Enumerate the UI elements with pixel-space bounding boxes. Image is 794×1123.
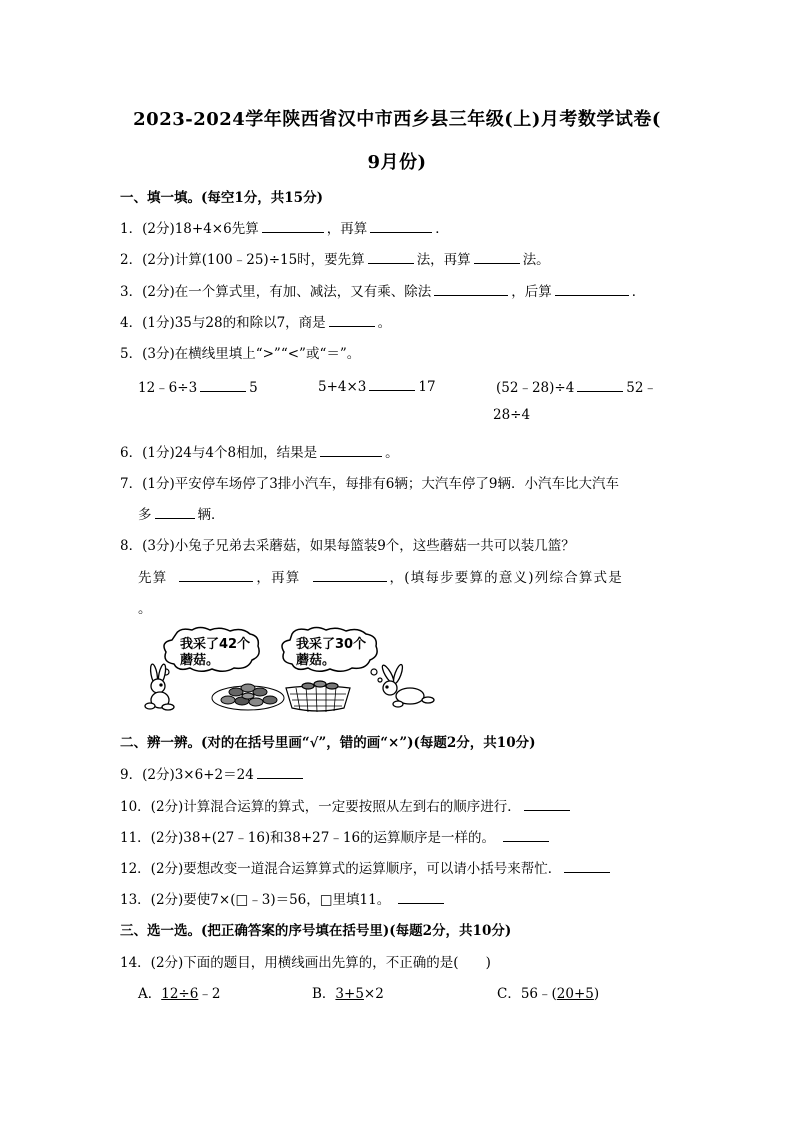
q6-text-a: 6．(1分)24与4个8相加，结果是 [120,445,318,461]
q2-text-c: 法。 [522,252,550,268]
q10-answer-blank[interactable] [524,796,570,811]
q5-e2a: 5+4×3 [318,379,367,395]
q1-blank-2[interactable] [370,218,432,233]
q3-blank-1[interactable] [434,281,508,296]
question-12 [120,857,613,877]
q8-blank-1[interactable] [179,567,253,582]
q2-blank-1[interactable] [368,249,414,264]
q8-text-b: 先算 [138,570,168,586]
q7-text-b: 多 [138,507,152,523]
question-7: 7．(1分)平安停车场停了3排小汽车，每排有6辆；大汽车停了9辆．小汽车比大汽车 [120,476,619,492]
q1-text-c: ． [435,221,449,237]
question-9 [120,763,306,783]
question-5: 5．(3分)在横线里填上“>”“<”或“＝”。 [120,346,361,362]
q13-answer-blank[interactable] [398,889,444,904]
q2-text-b: 法，再算 [416,252,471,268]
q14-b-label: B． [312,986,336,1002]
question-2 [120,248,550,268]
q3-text-b: ，后算 [511,284,552,300]
q5-e2b: 17 [418,379,436,395]
q14-option-c[interactable] [497,982,599,1002]
q5-expr-1 [138,376,258,396]
section1-heading: 一、填一填。(每空1分，共15分) [120,190,323,206]
rabbit-mushroom-illustration [136,626,436,712]
bubble2-line2: 蘑菇。 [296,653,336,668]
q4-text-a: 4．(1分)35与28的和除以7，商是 [120,315,326,331]
question-8-cont [138,566,623,586]
q11-text: 11．(2分)38+(27﹣16)和38+27﹣16的运算顺序是一样的。 [120,830,496,846]
q3-blank-2[interactable] [555,281,629,296]
q5-blank-1[interactable] [200,377,246,392]
q5-e1a: 12﹣6÷3 [138,380,198,396]
question-6 [120,441,399,461]
question-7-cont [138,503,225,523]
bubble2-line1: 我采了30个 [296,637,367,652]
q7-blank-1[interactable] [155,504,195,519]
mushroom-pile-icon [212,684,284,710]
q14-a-label: A． [138,986,162,1002]
q14-b-rest: ×2 [363,986,384,1002]
question-14: 14．(2分)下面的题目，用横线画出先算的，不正确的是( ) [120,955,491,971]
q14-a-underlined: 12÷6 [161,986,199,1002]
q14-option-a[interactable] [138,982,220,1002]
q7-text-c: 辆． [197,507,225,523]
q3-text-a: 3．(2分)在一个算式里，有加、减法，又有乘、除法 [120,284,432,300]
basket-icon [286,681,350,712]
q3-text-c: ． [631,284,646,300]
q5-e3a: (52﹣28)÷4 [496,380,575,396]
q14-c-pre: 56﹣( [520,986,557,1002]
q2-blank-2[interactable] [474,249,520,264]
q5-expr-3 [496,376,657,396]
section3-heading: 三、选一选。(把正确答案的序号填在括号里)(每题2分，共10分) [120,923,512,939]
rabbit-left-icon [145,664,174,710]
q11-answer-blank[interactable] [503,827,549,842]
q12-answer-blank[interactable] [564,858,610,873]
q5-expr-2 [318,376,436,395]
q14-c-underlined: 20+5 [556,986,594,1002]
question-11 [120,826,552,846]
q10-text: 10．(2分)计算混合运算的算式，一定要按照从左到右的顺序进行． [120,799,521,815]
q5-blank-3[interactable] [577,377,623,392]
question-13 [120,888,447,908]
thought-bubble-1 [158,628,259,683]
q6-text-b: 。 [385,445,399,461]
q5-e1b: 5 [249,380,258,396]
q1-blank-1[interactable] [262,218,324,233]
q9-answer-blank[interactable] [257,764,303,779]
q8-text-d: ，(填每步要算的意义)列综合算式是 [389,570,623,586]
question-8-end: 。 [138,601,152,617]
exam-title-line1: 2023-2024学年陕西省汉中市西乡县三年级(上)月考数学试卷( [133,109,661,130]
q8-text-c: ，再算 [256,570,301,586]
bubble1-line1: 我采了42个 [180,637,251,652]
q9-text: 9．(2分)3×6+2＝24 [120,767,254,783]
q5-blank-2[interactable] [369,376,415,391]
q13-text: 13．(2分)要使7×(□﹣3)＝56，□里填11。 [120,892,391,908]
q8-blank-2[interactable] [313,567,387,582]
bubble1-line2: 蘑菇。 [180,653,220,668]
question-1 [120,217,449,237]
question-10 [120,795,573,815]
question-8: 8．(3分)小兔子兄弟去采蘑菇，如果每篮装9个，这些蘑菇一共可以装几篮？ [120,538,575,554]
q2-text-a: 2．(2分)计算(100﹣25)÷15时，要先算 [120,252,365,268]
q5-expr-3-continued: 28÷4 [493,407,531,423]
q14-option-b[interactable] [312,982,384,1002]
section2-heading: 二、辨一辨。(对的在括号里画“√”，错的画“×”)(每题2分，共10分) [120,735,536,751]
q5-e3b: 52﹣ [626,380,657,396]
q4-blank-1[interactable] [329,312,375,327]
thought-bubble-2 [282,628,382,683]
exam-title-line2: 9月份) [367,152,427,173]
question-3 [120,280,645,300]
q1-text-b: ，再算 [326,221,368,237]
question-4 [120,311,391,331]
q6-blank-1[interactable] [320,442,382,457]
q12-text: 12．(2分)要想改变一道混合运算算式的运算顺序，可以请小括号来帮忙． [120,861,562,877]
q14-c-post: ) [593,986,600,1002]
q14-c-label: C． [497,986,521,1002]
q1-text-a: 1．(2分)18+4×6先算 [120,221,259,237]
q14-a-rest: ﹣2 [198,986,221,1002]
rabbit-right-icon [380,664,434,707]
q14-b-underlined: 3+5 [335,986,364,1002]
q4-text-b: 。 [377,315,392,331]
